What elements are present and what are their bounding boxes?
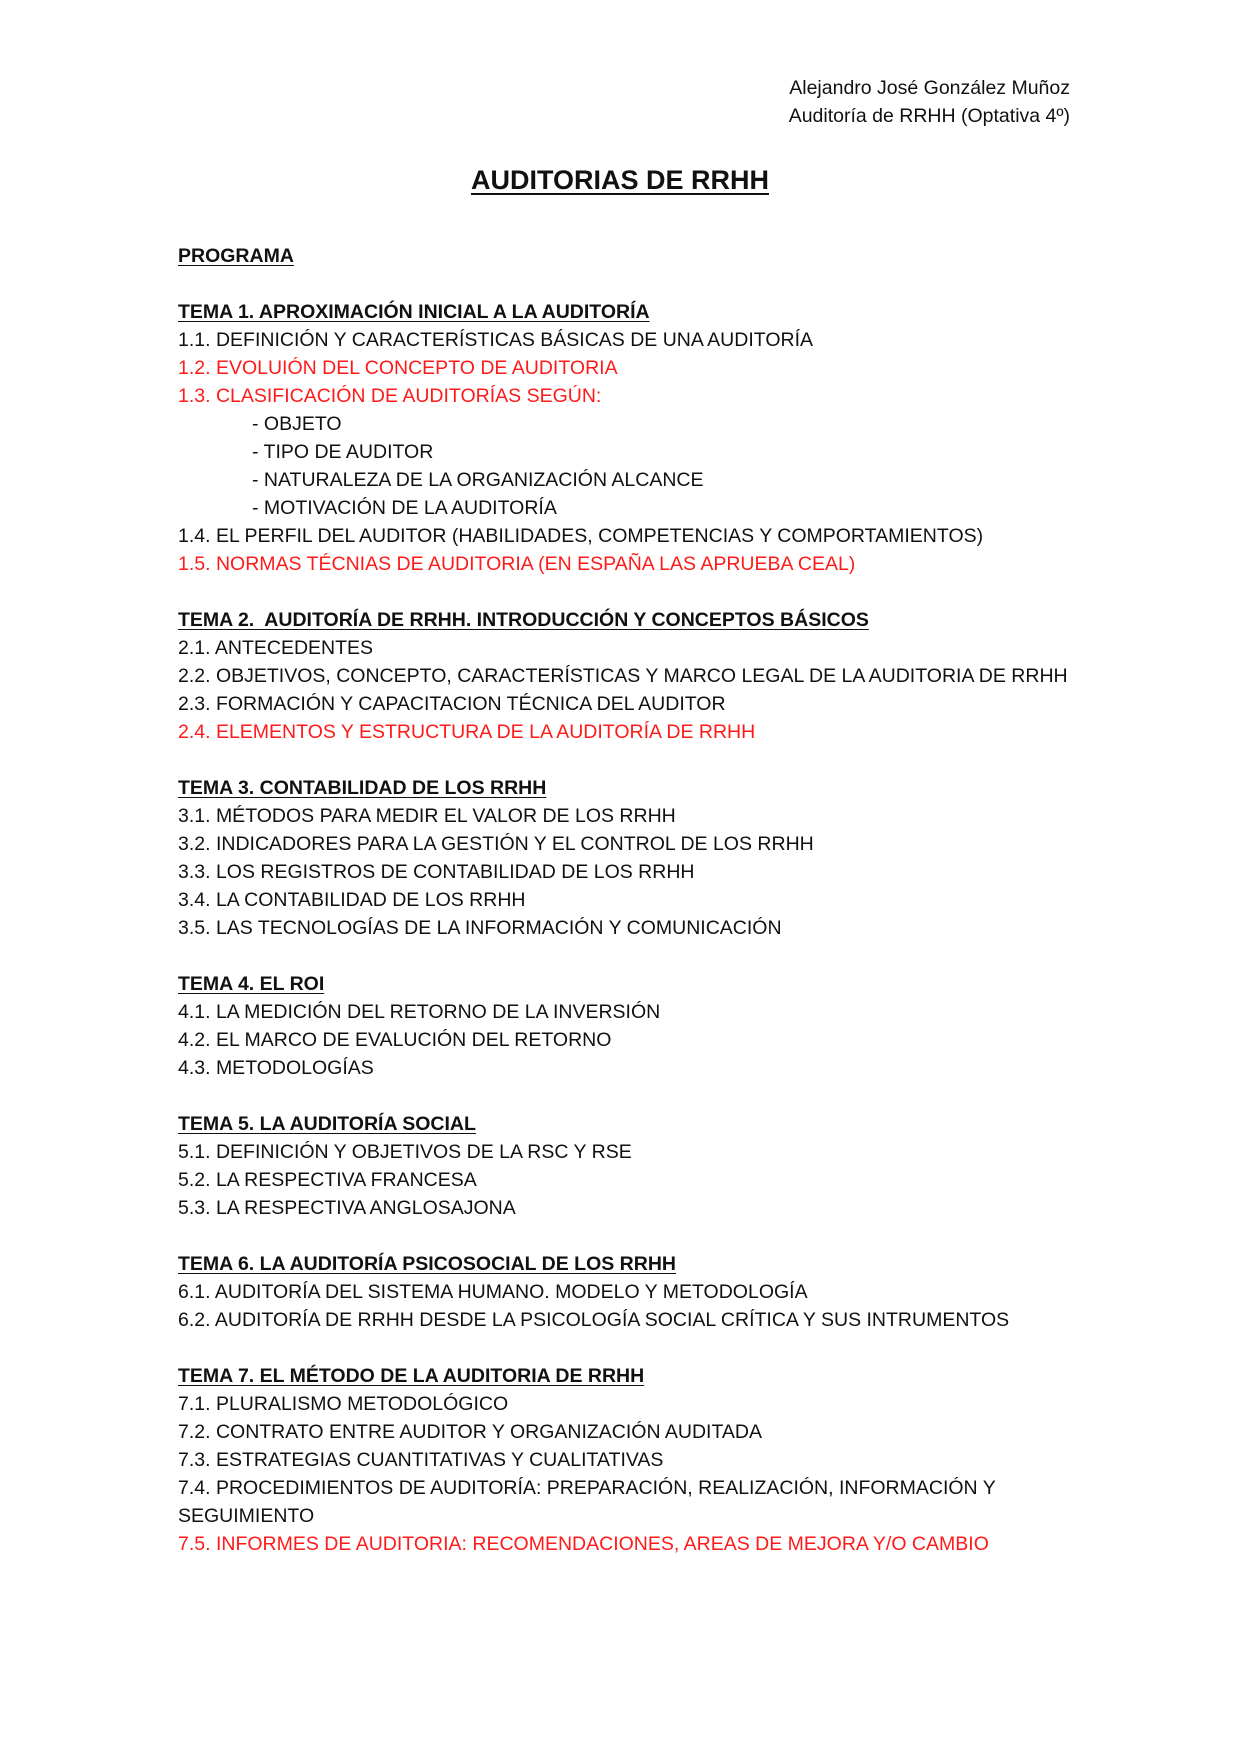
tema-item (178, 1418, 1078, 1446)
course-name: Auditoría de RRHH (Optativa 4º) (788, 105, 1070, 127)
tema-item-text: 7.5. INFORMES DE AUDITORIA: RECOMENDACIONES, AREAS DE MEJORA Y/O CAMBIO (178, 1533, 989, 1555)
tema-item (178, 634, 1078, 662)
tema-item (178, 914, 1078, 942)
tema-item (178, 1166, 1078, 1194)
tema-item (178, 1474, 1078, 1530)
tema-item-text: 7.4. PROCEDIMIENTOS DE AUDITORÍA: PREPARACIÓN, REALIZACIÓN, INFORMACIÓN Y SEGUIMIENTO (178, 1477, 1001, 1527)
tema-item-text: 4.2. EL MARCO DE EVALUCIÓN DEL RETORNO (178, 1029, 612, 1051)
tema-item-text: 1.5. NORMAS TÉCNIAS DE AUDITORIA (EN ESPAÑA LAS APRUEBA CEAL) (178, 553, 856, 575)
tema-title: TEMA 1. APROXIMACIÓN INICIAL A LA AUDITORÍA (178, 301, 650, 323)
tema-item-text: 5.3. LA RESPECTIVA ANGLOSAJONA (178, 1197, 516, 1219)
tema-section (178, 1110, 1078, 1222)
tema-item (178, 662, 1078, 690)
tema-item (178, 1138, 1078, 1166)
tema-item-text: 1.1. DEFINICIÓN Y CARACTERÍSTICAS BÁSICAS DE UNA AUDITORÍA (178, 329, 813, 351)
tema-item (178, 354, 1078, 382)
tema-item-text: 2.3. FORMACIÓN Y CAPACITACION TÉCNICA DEL AUDITOR (178, 693, 726, 715)
tema-item-text: 4.1. LA MEDICIÓN DEL RETORNO DE LA INVERSIÓN (178, 1001, 661, 1023)
tema-title: TEMA 2. AUDITORÍA DE RRHH. INTRODUCCIÓN Y CONCEPTOS BÁSICOS (178, 609, 869, 631)
tema-item-text: 2.2. OBJETIVOS, CONCEPTO, CARACTERÍSTICAS Y MARCO LEGAL DE LA AUDITORIA DE RRHH (178, 665, 1068, 687)
program-content (178, 242, 1078, 1586)
tema-item-text: 4.3. METODOLOGÍAS (178, 1057, 374, 1079)
tema-section (178, 1250, 1078, 1334)
tema-item-text: 1.4. EL PERFIL DEL AUDITOR (HABILIDADES, COMPETENCIAS Y COMPORTAMIENTOS) (178, 525, 984, 547)
tema-item (178, 1390, 1078, 1418)
tema-item (178, 1194, 1078, 1222)
tema-section (178, 970, 1078, 1082)
tema-item (178, 858, 1078, 886)
tema-item (178, 802, 1078, 830)
tema-item (178, 522, 1078, 550)
tema-title: TEMA 4. EL ROI (178, 973, 325, 995)
tema-item-text: 7.2. CONTRATO ENTRE AUDITOR Y ORGANIZACIÓN AUDITADA (178, 1421, 763, 1443)
tema-title: TEMA 5. LA AUDITORÍA SOCIAL (178, 1113, 476, 1135)
tema-subitem: - TIPO DE AUDITOR (252, 441, 434, 463)
tema-item-text: 7.1. PLURALISMO METODOLÓGICO (178, 1393, 509, 1415)
tema-item-text: 7.3. ESTRATEGIAS CUANTITATIVAS Y CUALITATIVAS (178, 1449, 664, 1471)
tema-item (178, 1054, 1078, 1082)
tema-item-text: 3.5. LAS TECNOLOGÍAS DE LA INFORMACIÓN Y COMUNICACIÓN (178, 917, 782, 939)
tema-item-text: 1.2. EVOLUIÓN DEL CONCEPTO DE AUDITORIA (178, 357, 618, 379)
tema-item (178, 1446, 1078, 1474)
tema-item-text: 3.4. LA CONTABILIDAD DE LOS RRHH (178, 889, 526, 911)
tema-item (178, 998, 1078, 1026)
tema-subitem: - MOTIVACIÓN DE LA AUDITORÍA (252, 497, 557, 519)
tema-item-text: 3.2. INDICADORES PARA LA GESTIÓN Y EL CONTROL DE LOS RRHH (178, 833, 814, 855)
tema-item-text: 6.2. AUDITORÍA DE RRHH DESDE LA PSICOLOGÍA SOCIAL CRÍTICA Y SUS INTRUMENTOS (178, 1309, 1010, 1331)
tema-item (178, 550, 1078, 578)
tema-subitem: - OBJETO (252, 413, 342, 435)
tema-title: TEMA 7. EL MÉTODO DE LA AUDITORIA DE RRHH (178, 1365, 645, 1387)
tema-item-text: 2.4. ELEMENTOS Y ESTRUCTURA DE LA AUDITORÍA DE RRHH (178, 721, 756, 743)
tema-item (178, 326, 1078, 354)
temas-list (178, 298, 1078, 1558)
tema-item (178, 690, 1078, 718)
author-name: Alejandro José González Muñoz (789, 77, 1070, 99)
document-title: AUDITORIAS DE RRHH (470, 165, 769, 195)
tema-item (178, 1306, 1078, 1334)
tema-item (178, 830, 1078, 858)
tema-item (178, 1530, 1078, 1558)
tema-item (178, 718, 1078, 746)
tema-item-text: 1.3. CLASIFICACIÓN DE AUDITORÍAS SEGÚN: (178, 385, 602, 407)
program-label: PROGRAMA (178, 245, 294, 267)
document-header (789, 74, 1070, 130)
tema-section (178, 1362, 1078, 1558)
tema-title: TEMA 3. CONTABILIDAD DE LOS RRHH (178, 777, 547, 799)
tema-item (178, 382, 1078, 410)
tema-section (178, 774, 1078, 942)
tema-section (178, 298, 1078, 578)
tema-section (178, 606, 1078, 746)
tema-item (178, 1278, 1078, 1306)
tema-item-text: 3.1. MÉTODOS PARA MEDIR EL VALOR DE LOS RRHH (178, 805, 676, 827)
tema-subitem: - NATURALEZA DE LA ORGANIZACIÓN ALCANCE (252, 469, 704, 491)
tema-item-text: 5.2. LA RESPECTIVA FRANCESA (178, 1169, 477, 1191)
tema-item-text: 6.1. AUDITORÍA DEL SISTEMA HUMANO. MODELO Y METODOLOGÍA (178, 1281, 808, 1303)
tema-item-text: 2.1. ANTECEDENTES (178, 637, 374, 659)
tema-item-text: 5.1. DEFINICIÓN Y OBJETIVOS DE LA RSC Y RSE (178, 1141, 632, 1163)
tema-item (178, 1026, 1078, 1054)
tema-title: TEMA 6. LA AUDITORÍA PSICOSOCIAL DE LOS RRHH (178, 1253, 677, 1275)
tema-item-text: 3.3. LOS REGISTROS DE CONTABILIDAD DE LOS RRHH (178, 861, 695, 883)
tema-item (178, 886, 1078, 914)
